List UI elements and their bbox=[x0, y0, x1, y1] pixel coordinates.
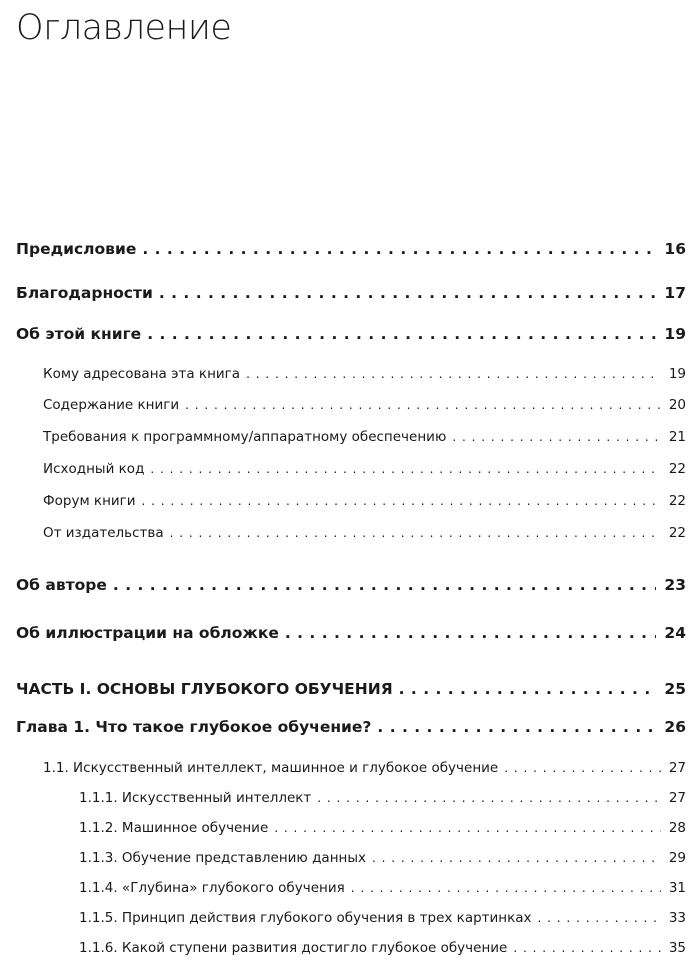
toc-entry-about-book[interactable] bbox=[16, 325, 686, 343]
toc-entry-source-code[interactable] bbox=[43, 461, 686, 477]
toc-entry-section-1-1-1[interactable] bbox=[79, 790, 686, 806]
toc-page-number: 35 bbox=[668, 940, 686, 956]
toc-page-number: 17 bbox=[664, 284, 686, 302]
dot-leader bbox=[170, 526, 661, 540]
toc-entry-section-1-1-4[interactable] bbox=[79, 880, 686, 896]
toc-entry-forum[interactable] bbox=[43, 493, 686, 509]
toc-page-number: 24 bbox=[664, 624, 686, 642]
toc-entry-label: Исходный код bbox=[43, 461, 145, 477]
toc-page-number: 33 bbox=[668, 910, 686, 926]
toc-entry-label: Об авторе bbox=[16, 576, 107, 594]
dot-leader bbox=[246, 367, 661, 381]
toc-page-number: 19 bbox=[668, 366, 686, 382]
toc-entry-label: 1.1. Искусственный интеллект, машинное и глубокое обучение bbox=[43, 760, 499, 776]
toc-page-number: 29 bbox=[668, 850, 686, 866]
toc-entry-label: От издательства bbox=[43, 525, 164, 541]
dot-leader bbox=[185, 398, 661, 412]
toc-entry-label: 1.1.4. «Глубина» глубокого обучения bbox=[79, 880, 345, 896]
toc-page-number: 28 bbox=[668, 820, 686, 836]
toc-entry-acknowledgements[interactable] bbox=[16, 284, 686, 302]
dot-leader bbox=[372, 851, 661, 865]
toc-page-number: 20 bbox=[668, 397, 686, 413]
toc-page-number: 27 bbox=[668, 790, 686, 806]
toc-entry-about-cover[interactable] bbox=[16, 624, 686, 642]
toc-entry-label: 1.1.1. Искусственный интеллект bbox=[79, 790, 312, 806]
dot-leader bbox=[142, 240, 656, 258]
toc-entry-label: Предисловие bbox=[16, 240, 137, 258]
dot-leader bbox=[113, 576, 657, 594]
toc-entry-section-1-1-5[interactable] bbox=[79, 910, 686, 926]
toc-entry-label: Содержание книги bbox=[43, 397, 180, 413]
dot-leader bbox=[538, 911, 661, 925]
toc-entry-label: Благодарности bbox=[16, 284, 153, 302]
toc-page-number: 22 bbox=[668, 493, 686, 509]
toc-entry-part-1[interactable] bbox=[16, 680, 686, 698]
dot-leader bbox=[159, 284, 657, 302]
toc-page-number: 16 bbox=[664, 240, 686, 258]
toc-entry-label: Форум книги bbox=[43, 493, 136, 509]
toc-page-number: 22 bbox=[668, 461, 686, 477]
toc-page-number: 19 bbox=[664, 325, 686, 343]
toc-entry-label: Об иллюстрации на обложке bbox=[16, 624, 279, 642]
toc-entry-requirements[interactable] bbox=[43, 429, 686, 445]
toc-entry-preface[interactable] bbox=[16, 240, 686, 258]
dot-leader bbox=[147, 325, 656, 343]
dot-leader bbox=[513, 941, 660, 955]
dot-leader bbox=[142, 494, 661, 508]
toc-entry-contents[interactable] bbox=[43, 397, 686, 413]
dot-leader bbox=[150, 462, 660, 476]
toc-page-number: 21 bbox=[668, 429, 686, 445]
toc-entry-label: 1.1.3. Обучение представлению данных bbox=[79, 850, 367, 866]
toc-page-number: 31 bbox=[668, 880, 686, 896]
dot-leader bbox=[399, 680, 657, 698]
dot-leader bbox=[274, 821, 661, 835]
toc-page-number: 22 bbox=[668, 525, 686, 541]
toc-entry-section-1-1[interactable] bbox=[43, 760, 686, 776]
toc-entry-label: 1.1.5. Принцип действия глубокого обучения в трех картинках bbox=[79, 910, 532, 926]
dot-leader bbox=[452, 430, 661, 444]
dot-leader bbox=[377, 718, 656, 736]
toc-entry-section-1-1-3[interactable] bbox=[79, 850, 686, 866]
toc-entry-audience[interactable] bbox=[43, 366, 686, 382]
toc-entry-section-1-1-2[interactable] bbox=[79, 820, 686, 836]
toc-entry-label: Об этой книге bbox=[16, 325, 142, 343]
toc-page-number: 27 bbox=[668, 760, 686, 776]
toc-page-number: 26 bbox=[664, 718, 686, 736]
toc-entry-label: 1.1.2. Машинное обучение bbox=[79, 820, 269, 836]
dot-leader bbox=[504, 761, 661, 775]
toc-entry-chapter-1[interactable] bbox=[16, 718, 686, 736]
toc-page-number: 23 bbox=[664, 576, 686, 594]
dot-leader bbox=[351, 881, 661, 895]
toc-entry-label: 1.1.6. Какой ступени развития достигло глубокое обучение bbox=[79, 940, 508, 956]
toc-entry-label: ЧАСТЬ I. ОСНОВЫ ГЛУБОКОГО ОБУЧЕНИЯ bbox=[16, 680, 393, 698]
toc-page-number: 25 bbox=[664, 680, 686, 698]
dot-leader bbox=[317, 791, 661, 805]
toc-entry-section-1-1-6[interactable] bbox=[79, 940, 686, 956]
toc-entry-label: Требования к программному/аппаратному обеспечению bbox=[43, 429, 447, 445]
toc-entry-label: Глава 1. Что такое глубокое обучение? bbox=[16, 718, 372, 736]
page-title: Оглавление bbox=[16, 8, 232, 48]
toc-entry-label: Кому адресована эта книга bbox=[43, 366, 241, 382]
dot-leader bbox=[285, 624, 657, 642]
toc-entry-about-author[interactable] bbox=[16, 576, 686, 594]
toc-entry-publisher[interactable] bbox=[43, 525, 686, 541]
